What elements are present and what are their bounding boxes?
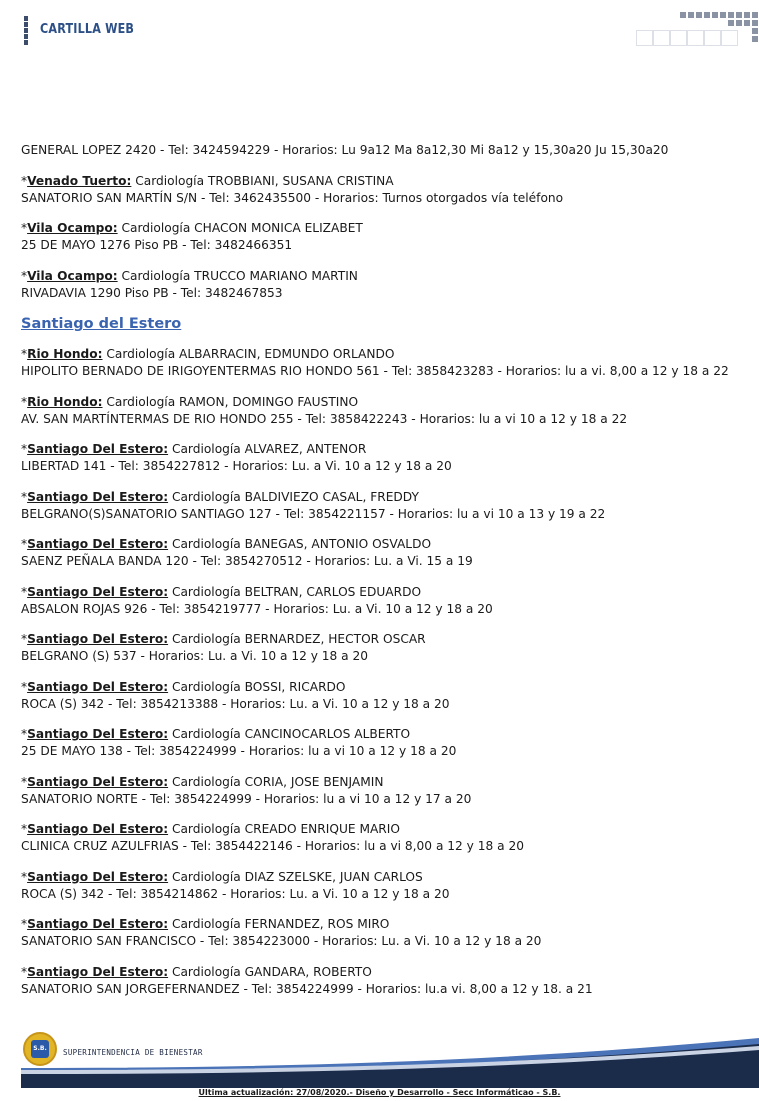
deco-square [752, 20, 758, 26]
entry-bullet: * [21, 632, 28, 646]
entry-specialty: Cardiología ALVAREZ, ANTENOR [171, 442, 367, 456]
deco-outline-square [687, 30, 704, 46]
directory-entry [21, 869, 751, 903]
entry-address: SAENZ PEÑALA BANDA 120 - Tel: 3854270512 - Horarios: Lu. a Vi. 15 a 19 [21, 554, 473, 568]
entry-specialty: Cardiología CREADO ENRIQUE MARIO [171, 822, 400, 836]
deco-square [704, 12, 710, 18]
entry-heading [21, 394, 751, 411]
entry-address: CLINICA CRUZ AZULFRIAS - Tel: 3854422146 - Horarios: lu a vi 8,00 a 12 y 18 a 20 [21, 839, 524, 853]
section-title[interactable]: Santiago del Estero [21, 316, 182, 332]
entry-heading [21, 964, 751, 981]
entry-address: LIBERTAD 141 - Tel: 3854227812 - Horarios: Lu. a Vi. 10 a 12 y 18 a 20 [21, 459, 452, 473]
entry-bullet: * [21, 727, 28, 741]
footer-wave-graphic [21, 1028, 759, 1088]
entry-specialty: Cardiología TROBBIANI, SUSANA CRISTINA [135, 173, 394, 188]
entry-specialty: Cardiología BOSSI, RICARDO [171, 679, 346, 694]
deco-square [736, 20, 742, 26]
entries-list [21, 346, 751, 998]
entry-specialty: Cardiología DIAZ SZELSKE, JUAN CARLOS [171, 869, 423, 884]
deco-outline-square [721, 30, 738, 46]
directory-entry [21, 821, 751, 855]
entry-heading [21, 584, 751, 601]
seal-logo [23, 1032, 57, 1066]
entry-specialty: Cardiología BELTRAN, CARLOS EDUARDO [171, 584, 422, 599]
header-title: CARTILLA WEB [40, 22, 135, 37]
directory-entry [21, 489, 751, 523]
entry-bullet: * [21, 964, 28, 979]
entry-specialty: Cardiología CORIA, JOSE BENJAMIN [171, 774, 384, 789]
entry-heading [21, 916, 751, 933]
deco-outline-square [670, 30, 687, 46]
entry-address: GENERAL LOPEZ 2420 - Tel: 3424594229 - Horarios: Lu 9a12 Ma 8a12,30 Mi 8a12 y 15,30a20 Ju 15,30a20 [21, 143, 669, 157]
entry-address: BELGRANO (S) 537 - Horarios: Lu. a Vi. 10 a 12 y 18 a 20 [21, 649, 369, 663]
deco-square [720, 12, 726, 18]
directory-entry [21, 964, 751, 998]
entry-city-link[interactable]: Santiago Del Estero: [27, 489, 169, 504]
entry-bullet: * [21, 584, 28, 599]
directory-entry [21, 536, 751, 570]
deco-square [744, 20, 750, 26]
entry-heading [21, 774, 751, 791]
deco-outline-square [636, 30, 653, 46]
deco-outline-square [653, 30, 670, 46]
entry-bullet: * [21, 221, 28, 235]
deco-square [680, 12, 686, 18]
header-decoration [636, 12, 759, 48]
directory-entry [21, 584, 751, 618]
entry-heading [21, 726, 751, 743]
entry-address: 25 DE MAYO 138 - Tel: 3854224999 - Horarios: lu a vi 10 a 12 y 18 a 20 [21, 744, 457, 758]
entry-bullet: * [21, 774, 28, 789]
entry-bullet: * [21, 822, 28, 836]
entry-address: ROCA (S) 342 - Tel: 3854214862 - Horarios: Lu. a Vi. 10 a 12 y 18 a 20 [21, 886, 450, 901]
entry-city-link[interactable]: Santiago Del Estero: [27, 964, 169, 979]
deco-square [728, 12, 734, 18]
entry-heading [21, 869, 751, 886]
deco-square [752, 36, 758, 42]
entry-city-link[interactable]: Santiago Del Estero: [27, 822, 169, 836]
directory-content [21, 142, 751, 1011]
footer-banner [21, 1028, 759, 1088]
entry-city-link[interactable]: Santiago Del Estero: [27, 774, 169, 789]
entry-heading [21, 268, 751, 285]
entry-heading [21, 220, 751, 237]
entry-specialty: Cardiología ALBARRACIN, EDMUNDO ORLANDO [106, 347, 395, 361]
entry-heading [21, 821, 751, 838]
deco-square [688, 12, 694, 18]
entry-city-link[interactable]: Rio Hondo: [27, 347, 103, 361]
directory-entry [21, 774, 751, 808]
directory-entry [21, 346, 751, 380]
entry-city-link[interactable]: Rio Hondo: [27, 394, 103, 409]
entry-city-link[interactable]: Santiago Del Estero: [27, 632, 169, 646]
entry-specialty: Cardiología CANCINOCARLOS ALBERTO [171, 727, 411, 741]
entry-specialty: Cardiología BERNARDEZ, HECTOR OSCAR [171, 632, 426, 646]
entry-address: ABSALON ROJAS 926 - Tel: 3854219777 - Horarios: Lu. a Vi. 10 a 12 y 18 a 20 [21, 601, 493, 616]
directory-entry [21, 631, 751, 665]
directory-entry [21, 916, 751, 950]
entry-specialty: Cardiología TRUCCO MARIANO MARTIN [121, 268, 358, 283]
directory-entry [21, 441, 751, 475]
entry-specialty: Cardiología BALDIVIEZO CASAL, FREDDY [171, 489, 419, 504]
entry-city-link[interactable]: Vila Ocampo: [27, 268, 118, 283]
directory-entry [21, 726, 751, 760]
seal-logo-text: S.B. [31, 1040, 49, 1058]
entry-address: SANATORIO SAN MARTÍN S/N - Tel: 3462435500 - Horarios: Turnos otorgados vía teléfono [21, 190, 564, 205]
deco-square [752, 28, 758, 34]
entry-city-link[interactable]: Santiago Del Estero: [27, 442, 169, 456]
directory-entry [21, 679, 751, 713]
entry-address: ROCA (S) 342 - Tel: 3854213388 - Horarios: Lu. a Vi. 10 a 12 y 18 a 20 [21, 696, 450, 711]
entry-specialty: Cardiología BANEGAS, ANTONIO OSVALDO [171, 537, 432, 551]
footer-update-note: Ultima actualización: 27/08/2020.- Diseño y Desarrollo - Secc Informáticao - S.B. [198, 1088, 561, 1097]
deco-square [752, 12, 758, 18]
footer-organization: SUPERINTENDENCIA DE BIENESTAR [63, 1048, 203, 1057]
entry-address: AV. SAN MARTÍNTERMAS DE RIO HONDO 255 - Tel: 3858422243 - Horarios: lu a vi 10 a 12 y 18 a 22 [21, 411, 628, 426]
entry-specialty: Cardiología GANDARA, ROBERTO [171, 964, 372, 979]
entry-bullet: * [21, 173, 28, 188]
entry-city-link[interactable]: Vila Ocampo: [27, 221, 118, 235]
entry-bullet: * [21, 268, 28, 283]
entry-heading [21, 679, 751, 696]
entry-specialty: Cardiología RAMON, DOMINGO FAUSTINO [106, 394, 359, 409]
entry-city-link[interactable]: Santiago Del Estero: [27, 727, 169, 741]
header-accent-bar [24, 16, 28, 46]
entry-bullet: * [21, 489, 28, 504]
entry-city-link[interactable]: Venado Tuerto: [27, 173, 132, 188]
deco-square [696, 12, 702, 18]
directory-entry [21, 173, 751, 207]
entry-specialty: Cardiología FERNANDEZ, ROS MIRO [171, 917, 390, 931]
entry-heading [21, 536, 751, 553]
directory-entry [21, 394, 751, 428]
entry-address: SANATORIO SAN FRANCISCO - Tel: 3854223000 - Horarios: Lu. a Vi. 10 a 12 y 18 a 20 [21, 934, 542, 948]
entry-bullet: * [21, 347, 28, 361]
entry-heading [21, 173, 751, 190]
deco-square [728, 20, 734, 26]
entry-address: 25 DE MAYO 1276 Piso PB - Tel: 3482466351 [21, 238, 293, 252]
entry-address: HIPOLITO BERNADO DE IRIGOYENTERMAS RIO HONDO 561 - Tel: 3858423283 - Horarios: lu a vi. 8,00 a 12 y 18 a 22 [21, 364, 729, 378]
entry-bullet: * [21, 394, 28, 409]
entry-city-link[interactable]: Santiago Del Estero: [27, 869, 169, 884]
entries-top-list [21, 142, 751, 302]
entry-specialty: Cardiología CHACON MONICA ELIZABET [121, 221, 363, 235]
deco-square [744, 12, 750, 18]
deco-square [736, 12, 742, 18]
entry-bullet: * [21, 869, 28, 884]
entry-bullet: * [21, 917, 28, 931]
entry-bullet: * [21, 537, 28, 551]
entry-heading [21, 441, 751, 458]
entry-city-link[interactable]: Santiago Del Estero: [27, 584, 169, 599]
entry-heading [21, 489, 751, 506]
entry-address: BELGRANO(S)SANATORIO SANTIAGO 127 - Tel: 3854221157 - Horarios: lu a vi 10 a 13 y 19 a 22 [21, 506, 606, 521]
entry-heading [21, 346, 751, 363]
entry-address: SANATORIO NORTE - Tel: 3854224999 - Horarios: lu a vi 10 a 12 y 17 a 20 [21, 791, 472, 806]
entry-address: RIVADAVIA 1290 Piso PB - Tel: 3482467853 [21, 285, 283, 300]
entry-heading [21, 631, 751, 648]
entry-bullet: * [21, 679, 28, 694]
entry-city-link[interactable]: Santiago Del Estero: [27, 679, 169, 694]
entry-city-link[interactable]: Santiago Del Estero: [27, 917, 169, 931]
directory-entry [21, 220, 751, 254]
entry-city-link[interactable]: Santiago Del Estero: [27, 537, 169, 551]
deco-square [712, 12, 718, 18]
directory-entry [21, 142, 751, 159]
entry-address: SANATORIO SAN JORGEFERNANDEZ - Tel: 3854224999 - Horarios: lu.a vi. 8,00 a 12 y 18. a 21 [21, 981, 593, 996]
deco-outline-square [704, 30, 721, 46]
directory-entry [21, 268, 751, 302]
entry-bullet: * [21, 442, 28, 456]
